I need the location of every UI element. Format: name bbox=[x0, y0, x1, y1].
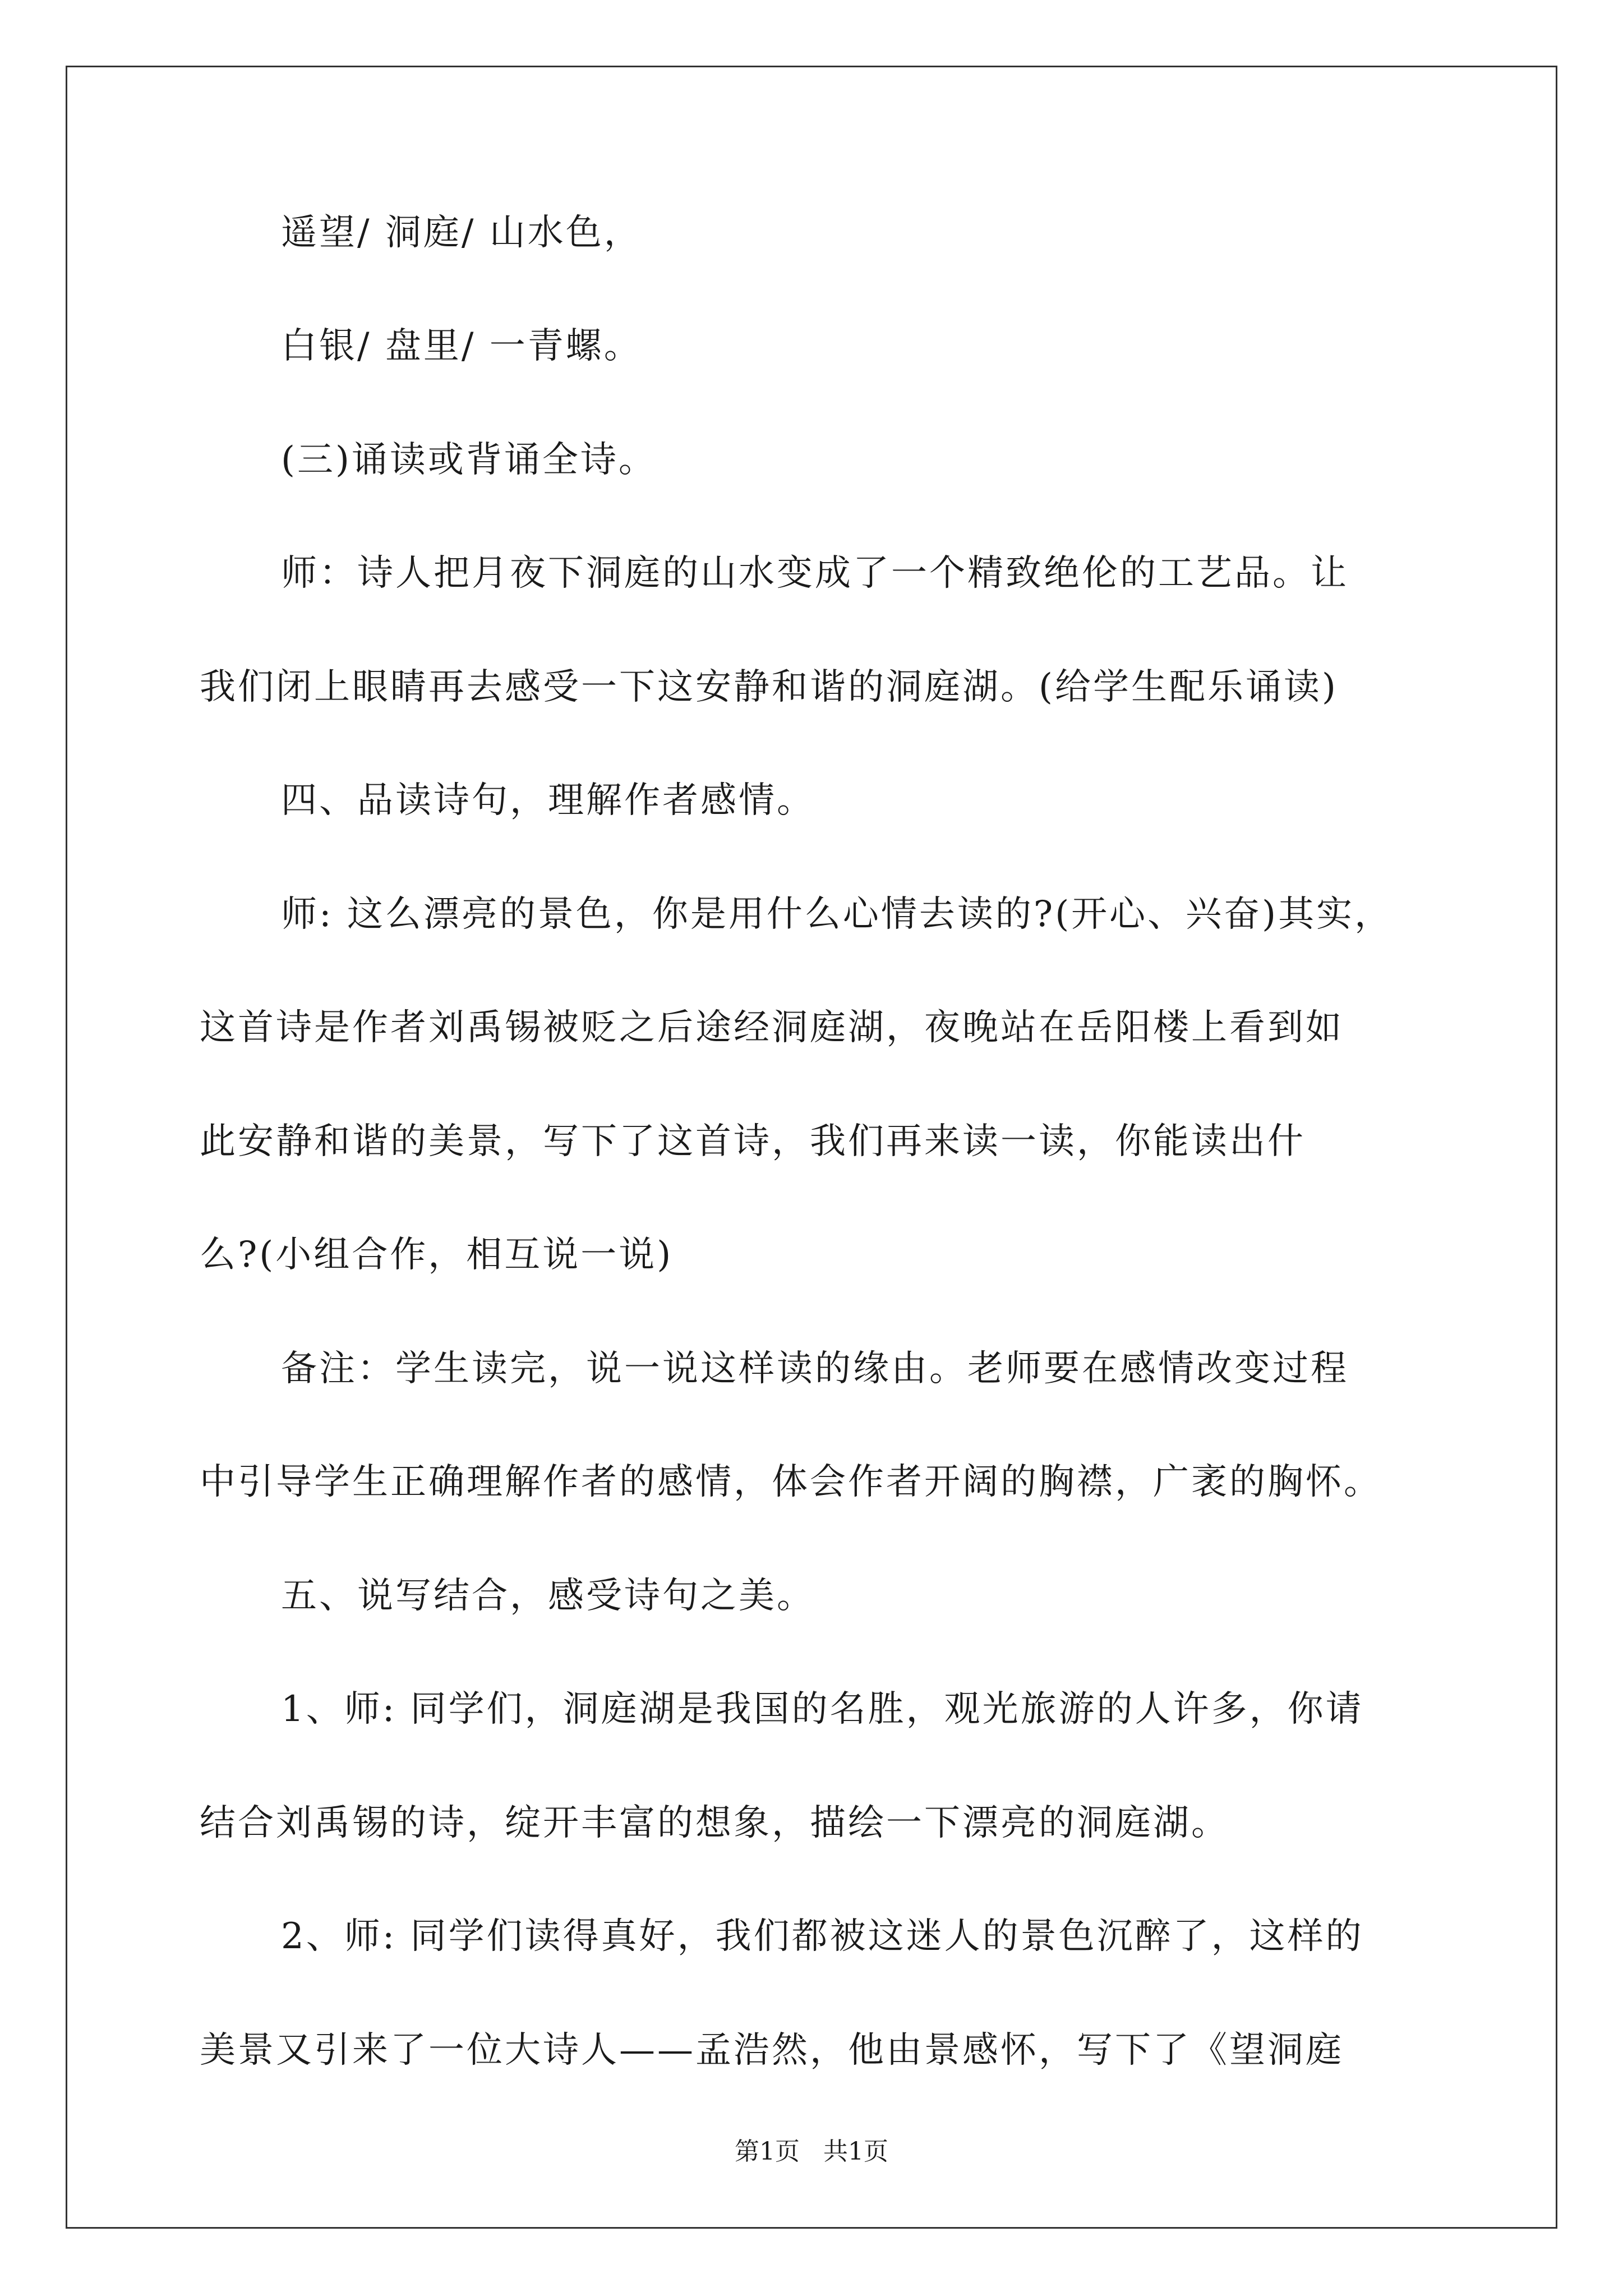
text-line: 师：诗人把月夜下洞庭的山水变成了一个精致绝伦的工艺品。让 bbox=[281, 553, 1349, 594]
text-line: 我们闭上眼睛再去感受一下这安静和谐的洞庭湖。(给学生配乐诵读) bbox=[200, 666, 1338, 708]
text-line: 这首诗是作者刘禹锡被贬之后途经洞庭湖，夜晚站在岳阳楼上看到如 bbox=[200, 1007, 1344, 1048]
text-line: 此安静和谐的美景，写下了这首诗，我们再来读一读，你能读出什 bbox=[200, 1121, 1306, 1162]
page-number-footer: 第1页 共1页 bbox=[735, 2137, 888, 2166]
text-line: 四、品读诗句，理解作者感情。 bbox=[281, 780, 815, 821]
text-line: (三)诵读或背诵全诗。 bbox=[281, 439, 657, 481]
text-line: 师: 这么漂亮的景色，你是用什么心情去读的?(开心、兴奋)其实， bbox=[281, 894, 1393, 935]
text-line: 1、师: 同学们，洞庭湖是我国的名胜，观光旅游的人许多，你请 bbox=[281, 1688, 1364, 1730]
text-line: 结合刘禹锡的诗，绽开丰富的想象，描绘一下漂亮的洞庭湖。 bbox=[200, 1802, 1229, 1844]
text-line: 美景又引来了一位大诗人——孟浩然，他由景感怀，写下了《望洞庭 bbox=[200, 2030, 1344, 2071]
text-line: 备注：学生读完，说一说这样读的缘由。老师要在感情改变过程 bbox=[281, 1348, 1349, 1389]
text-line: 中引导学生正确理解作者的感情，体会作者开阔的胸襟，广袤的胸怀。 bbox=[200, 1461, 1382, 1503]
text-line: 么?(小组合作，相互说一说) bbox=[200, 1234, 674, 1276]
text-line: 遥望/ 洞庭/ 山水色， bbox=[281, 212, 642, 254]
text-line: 五、说写结合，感受诗句之美。 bbox=[281, 1575, 815, 1617]
text-line: 2、师: 同学们读得真好，我们都被这迷人的景色沉醉了，这样的 bbox=[281, 1916, 1364, 1957]
text-line: 白银/ 盘里/ 一青螺。 bbox=[281, 325, 642, 367]
